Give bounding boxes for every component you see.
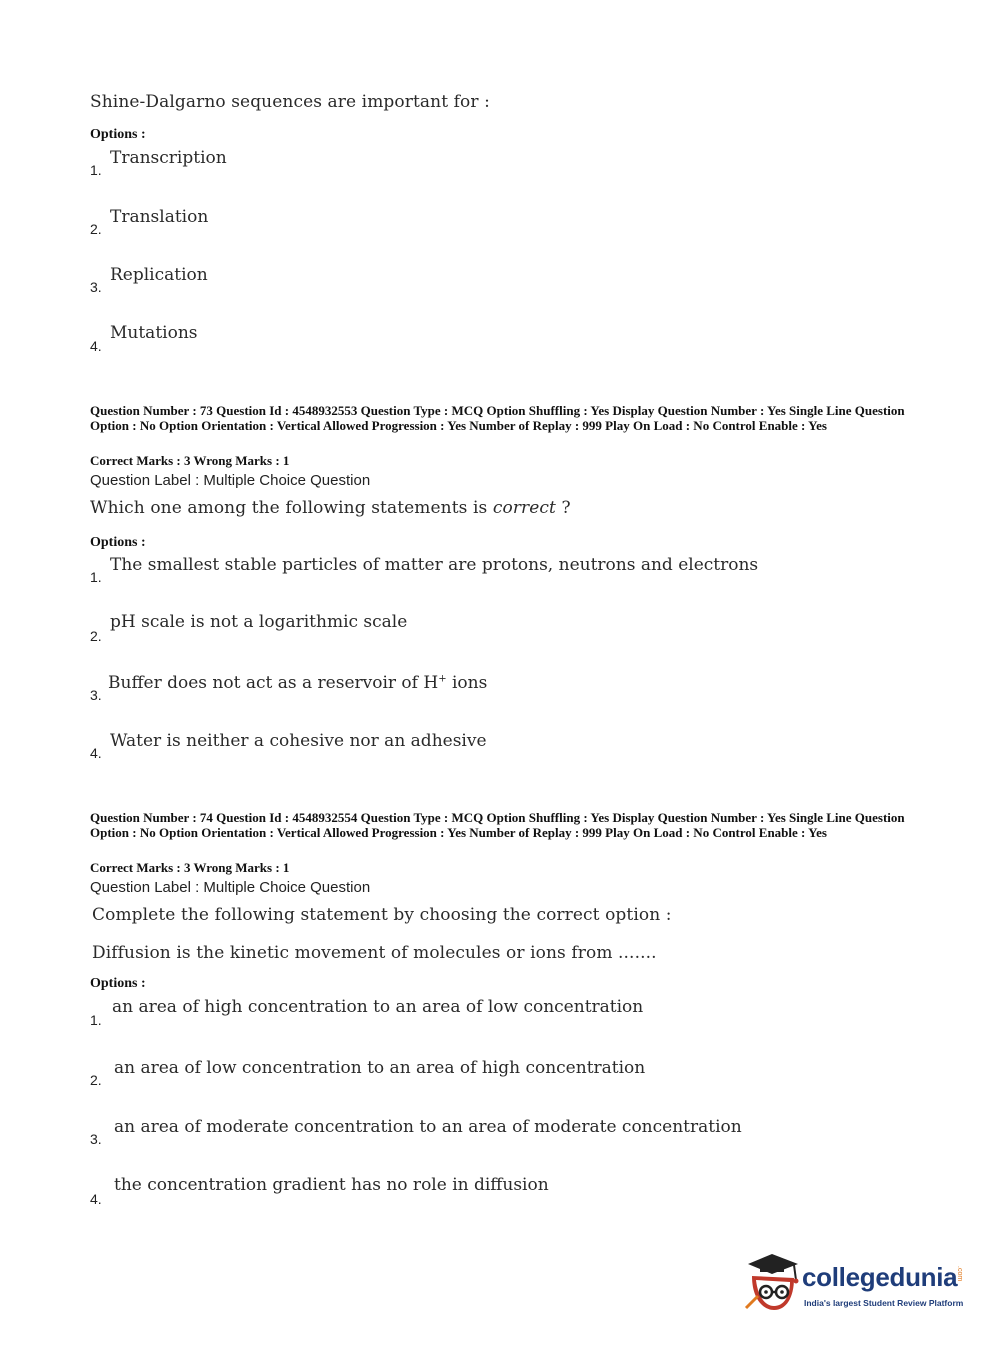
options-label: Options : [90, 127, 146, 142]
option-text: an area of moderate concentration to an area of moderate concentration [114, 1117, 742, 1137]
logo-wordmark: collegedunia [802, 1262, 958, 1292]
option-number: 4. [90, 745, 102, 761]
question-text: Complete the following statement by choosing the correct option : [92, 905, 672, 925]
option-number: 1. [90, 569, 102, 585]
question-marks: Correct Marks : 3 Wrong Marks : 1 [90, 453, 290, 468]
question-marks: Correct Marks : 3 Wrong Marks : 1 [90, 860, 290, 875]
question-label: Question Label : Multiple Choice Question [90, 879, 371, 896]
question-text-continued: Diffusion is the kinetic movement of molecules or ions from ....... [92, 943, 657, 963]
collegedunia-logo[interactable] [742, 1250, 964, 1314]
option-number: 3. [90, 279, 102, 295]
options-label: Options : [90, 535, 146, 550]
mascot-icon [742, 1250, 802, 1314]
option-text: Buffer does not act as a reservoir of H+ ions [108, 673, 488, 693]
option-number: 1. [90, 1012, 102, 1028]
options-label: Options : [90, 976, 146, 991]
option-text: pH scale is not a logarithmic scale [110, 612, 408, 632]
option-text: Replication [110, 265, 208, 285]
option-number: 2. [90, 1072, 102, 1088]
question-meta: Question Number : 74 Question Id : 4548932554 Question Type : MCQ Option Shuffling : Yes Display Question Number : Yes Single Line Question Option : No Option Orientation : Vertical Allowed Progression : Yes Number of Replay : 999 Play On Load : No Control Enable : Yes [90, 810, 905, 840]
option-number: 1. [90, 162, 102, 178]
question-label: Question Label : Multiple Choice Question [90, 472, 371, 489]
option-text: Water is neither a cohesive nor an adhesive [110, 731, 487, 751]
question-emphasis: correct [492, 498, 556, 518]
question-text: Which one among the following statements is correct ? [90, 498, 571, 518]
question-text: Shine-Dalgarno sequences are important for : [90, 92, 490, 112]
option-text: the concentration gradient has no role in diffusion [114, 1175, 549, 1195]
option-number: 3. [90, 1131, 102, 1147]
option-text: Mutations [110, 323, 198, 343]
logo-dotcom: .com [956, 1266, 963, 1282]
option-number: 3. [90, 687, 102, 703]
option-number: 2. [90, 628, 102, 644]
logo-tagline: India's largest Student Review Platform [804, 1298, 964, 1308]
option-text: The smallest stable particles of matter are protons, neutrons and electrons [110, 555, 759, 575]
option-number: 4. [90, 338, 102, 354]
option-text: an area of low concentration to an area of high concentration [114, 1058, 646, 1078]
option-number: 2. [90, 221, 102, 237]
option-text: an area of high concentration to an area of low concentration [112, 997, 644, 1017]
option-text: Translation [110, 207, 209, 227]
option-text: Transcription [110, 148, 227, 168]
question-meta: Question Number : 73 Question Id : 4548932553 Question Type : MCQ Option Shuffling : Yes Display Question Number : Yes Single Line Question Option : No Option Orientation : Vertical Allowed Progression : Yes Number of Replay : 999 Play On Load : No Control Enable : Yes [90, 403, 905, 433]
option-number: 4. [90, 1191, 102, 1207]
